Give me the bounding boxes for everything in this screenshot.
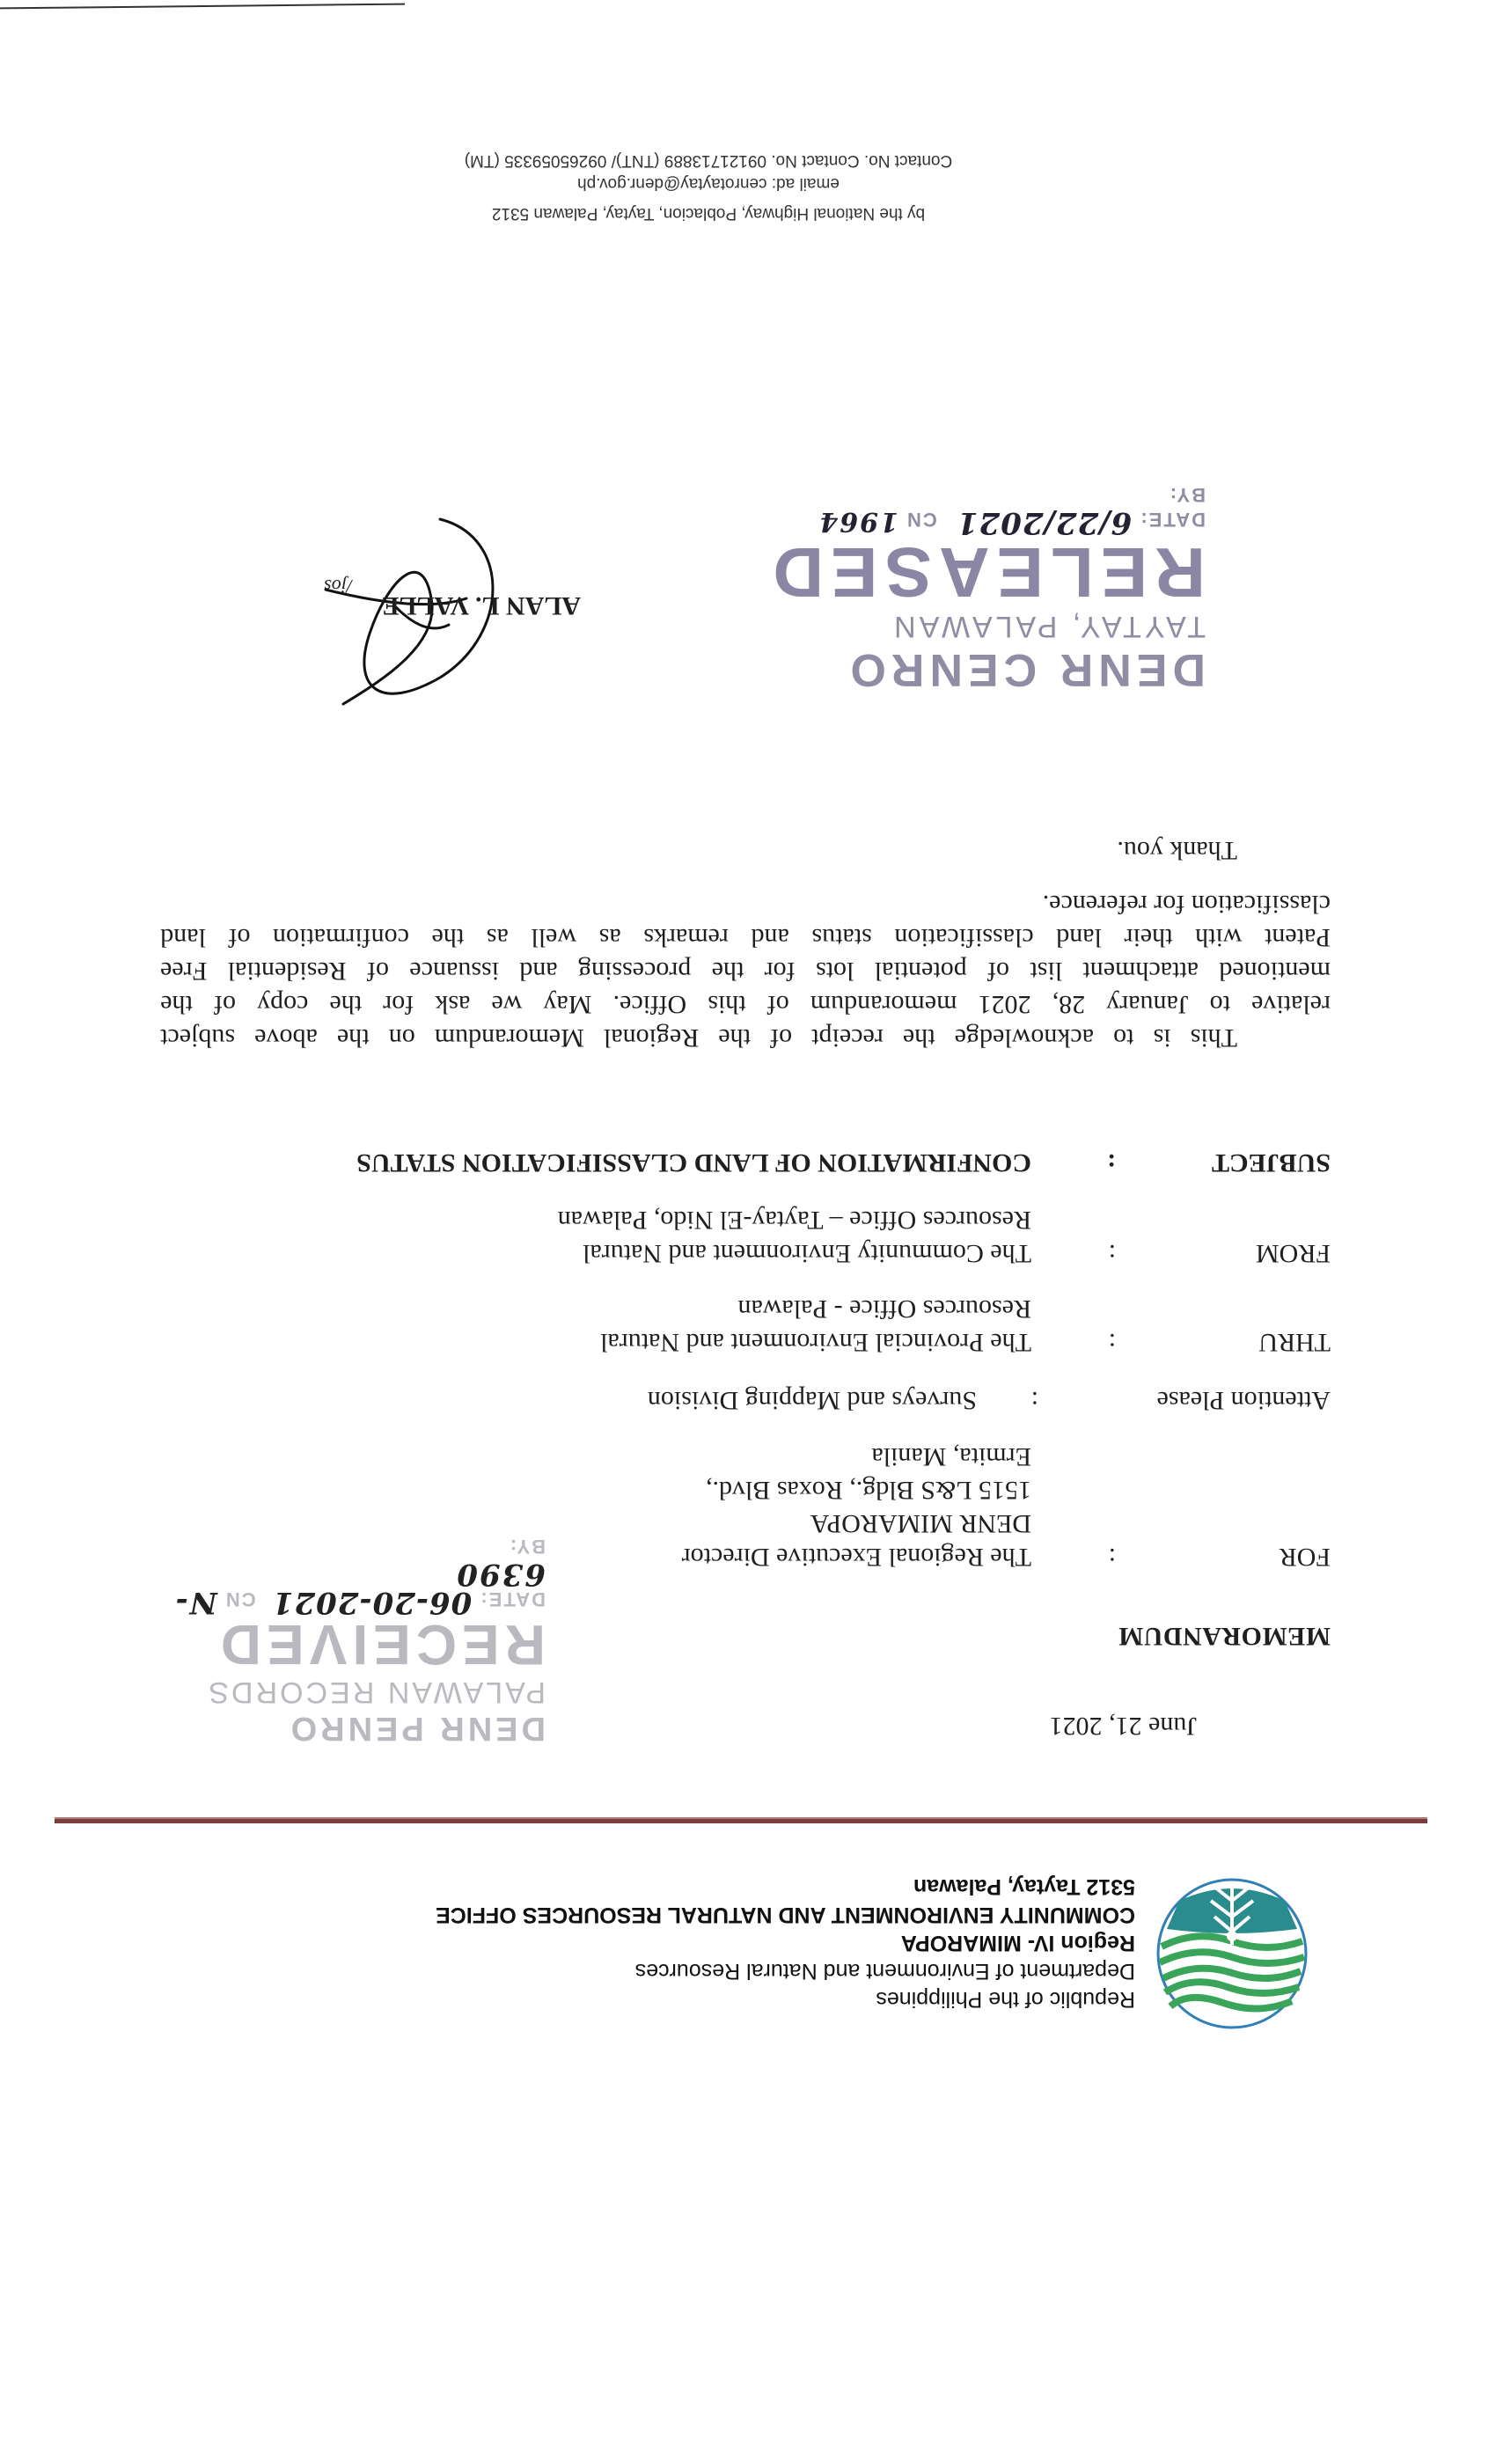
from-colon: : — [1108, 1239, 1116, 1268]
header-rule — [55, 1817, 1427, 1823]
for-line-3: 1515 L&S Bldg., Roxas Blvd., — [705, 1476, 1031, 1505]
attention-colon: : — [1030, 1386, 1038, 1415]
body-word: of — [367, 957, 390, 986]
body-word: remarks — [643, 923, 729, 952]
body-word: 28, — [1052, 990, 1086, 1019]
letterhead-office: COMMUNITY ENVIRONMENT AND NATURAL RESOURCES OFFICE — [436, 1903, 1135, 1927]
received-stamp-title: RECEIVED — [215, 1613, 546, 1676]
body-word: 2021 — [978, 990, 1031, 1019]
released-handwritten-cn: 1964 — [818, 506, 898, 537]
released-stamp — [713, 475, 1206, 695]
memo-title: MEMORANDUM — [1118, 1622, 1331, 1651]
denr-logo — [1153, 1874, 1311, 2033]
for-label: FOR — [1279, 1543, 1331, 1572]
body-word: as — [598, 923, 621, 952]
body-line — [160, 987, 1331, 1021]
received-handwritten-date: 06-20-2021 — [271, 1585, 473, 1620]
body-word: January — [1106, 990, 1189, 1019]
for-line-1: The Regional Executive Director — [681, 1543, 1031, 1572]
letterhead-text — [436, 1873, 1135, 2013]
received-stamp-office: DENR PENRO — [287, 1710, 546, 1747]
body-word: is — [1153, 1023, 1171, 1052]
body-line — [160, 1021, 1237, 1054]
body-word: copy — [257, 990, 309, 1019]
body-word: to — [1113, 1023, 1134, 1052]
released-stamp-by: BY: — [1168, 484, 1206, 506]
from-line-2: Resources Office – Taytay-El Nido, Palawan — [557, 1206, 1031, 1235]
body-word: Regional — [603, 1023, 700, 1052]
received-stamp-records: PALAWAN RECORDS — [206, 1676, 546, 1709]
body-word: memorandum — [810, 990, 957, 1019]
body-word: this — [708, 990, 746, 1019]
body-word: on — [388, 1023, 415, 1052]
closing-text: Thank you. — [1117, 836, 1237, 865]
scan-edge-line — [0, 4, 405, 10]
released-stamp-office: DENR CENRO — [845, 644, 1206, 695]
from-label: FROM — [1255, 1239, 1331, 1268]
body-word: Office. — [612, 990, 687, 1019]
body-word: attachment — [1082, 957, 1199, 986]
body-word: classification — [894, 923, 1034, 952]
thru-line-2: Resources Office - Palawan — [737, 1294, 1031, 1324]
body-word: as — [486, 923, 509, 952]
body-word: processing — [578, 957, 692, 986]
letterhead — [26, 1874, 1311, 2033]
body-word: May — [543, 990, 592, 1019]
body-word: the — [336, 1023, 370, 1052]
released-stamp-cn-label: CN — [905, 509, 937, 531]
body-word: Patent — [1265, 923, 1331, 952]
body-word: the — [329, 990, 363, 1019]
body-word: land — [160, 923, 206, 952]
body-word: well — [531, 923, 577, 952]
body-word: the — [718, 1023, 751, 1052]
body-word: the — [431, 923, 465, 952]
handwritten-signature — [290, 510, 572, 739]
body-word: for — [383, 990, 414, 1019]
attention-label: Attention Please — [1156, 1386, 1331, 1415]
footer-contact — [453, 149, 964, 224]
body-paragraph — [160, 887, 1331, 1054]
released-stamp-location: TAYTAY, PALAWAN — [891, 610, 1206, 643]
letterhead-republic: Republic of the Philippines — [876, 1987, 1135, 2012]
letterhead-address: 5312 Taytay, Palawan — [913, 1874, 1135, 1899]
body-word: and — [519, 957, 558, 986]
received-stamp-by: BY: — [508, 1536, 546, 1558]
footer-email: email ad: cenrotaytay@denr.gov.ph — [577, 174, 840, 193]
thru-line-1: The Provincial Environment and Natural — [600, 1328, 1031, 1357]
body-word: and — [751, 923, 789, 952]
body-word: of — [770, 1023, 793, 1052]
body-line — [160, 920, 1331, 954]
body-word: This — [1190, 1023, 1237, 1052]
body-word: of — [228, 923, 251, 952]
body-word: land — [1056, 923, 1102, 952]
typist-initials: /jos — [324, 576, 352, 598]
memo-date: June 21, 2021 — [1049, 1712, 1197, 1741]
letterhead-department: Department of Environment and Natural Resources — [634, 1959, 1135, 1984]
released-handwritten-date: 6/22/2021 — [956, 505, 1133, 540]
released-stamp-date-row — [713, 505, 1206, 540]
received-stamp-date-label: DATE: — [479, 1588, 546, 1610]
from-line-1: The Community Environment and Natural — [583, 1239, 1031, 1268]
thru-label: THRU — [1258, 1328, 1331, 1357]
body-word: their — [1124, 923, 1173, 952]
body-word: list — [1030, 957, 1063, 986]
body-word: mentioned — [1219, 957, 1331, 986]
body-word: to — [1209, 990, 1230, 1019]
body-word: lots — [816, 957, 854, 986]
body-word: Memorandum — [434, 1023, 584, 1052]
received-stamp-date-row — [88, 1557, 546, 1620]
body-word: the — [711, 957, 744, 986]
body-word: relative — [1251, 990, 1331, 1019]
received-stamp-cn-label: CN — [224, 1588, 256, 1610]
body-word: of — [213, 990, 236, 1019]
released-stamp-date-label: DATE: — [1139, 509, 1206, 531]
body-word: Free — [160, 957, 208, 986]
body-word: of — [987, 957, 1010, 986]
body-word: for — [764, 957, 796, 986]
body-word: we — [491, 990, 523, 1019]
for-colon: : — [1108, 1543, 1116, 1572]
footer-contact-numbers: Contact No. Contact No. 09121713889 (TNT)/ 09265059335 (TM) — [464, 151, 953, 170]
received-handwritten-cn: N-6390 — [173, 1557, 546, 1620]
footer-address: by the National Highway, Poblacion, Taytay, Palawan 5312 — [491, 204, 926, 223]
body-word: Residential — [227, 957, 347, 986]
body-word: of — [766, 990, 789, 1019]
received-stamp — [88, 1536, 546, 1747]
body-word: the — [902, 1023, 935, 1052]
body-word: potential — [874, 957, 967, 986]
for-line-4: Ermita, Manila — [871, 1442, 1031, 1471]
signatory-name: ALAN L. VALLE — [381, 591, 581, 620]
body-line: classification for reference. — [1042, 890, 1331, 919]
letterhead-region: Region IV- MIMAROPA — [900, 1931, 1135, 1955]
subject-label: SUBJECT — [1211, 1148, 1331, 1177]
attention-value: Surveys and Mapping Division — [647, 1386, 977, 1415]
body-word: status — [811, 923, 872, 952]
subject-colon: : — [1107, 1148, 1116, 1177]
body-word: above — [254, 1023, 318, 1052]
body-word: acknowledge — [954, 1023, 1094, 1052]
for-line-2: DENR MIMAROPA — [810, 1509, 1031, 1538]
body-word: with — [1195, 923, 1243, 952]
body-word: confirmation — [273, 923, 409, 952]
subject-value: CONFIRMATION OF LAND CLASSIFICATION STATUS — [356, 1148, 1031, 1177]
thru-colon: : — [1108, 1328, 1116, 1357]
body-word: subject — [160, 1023, 236, 1052]
body-word: issuance — [409, 957, 499, 986]
released-stamp-title: RELEASED — [766, 533, 1206, 612]
body-word: the — [160, 990, 193, 1019]
body-line — [160, 954, 1331, 987]
body-word: receipt — [811, 1023, 884, 1052]
body-word: ask — [435, 990, 471, 1019]
